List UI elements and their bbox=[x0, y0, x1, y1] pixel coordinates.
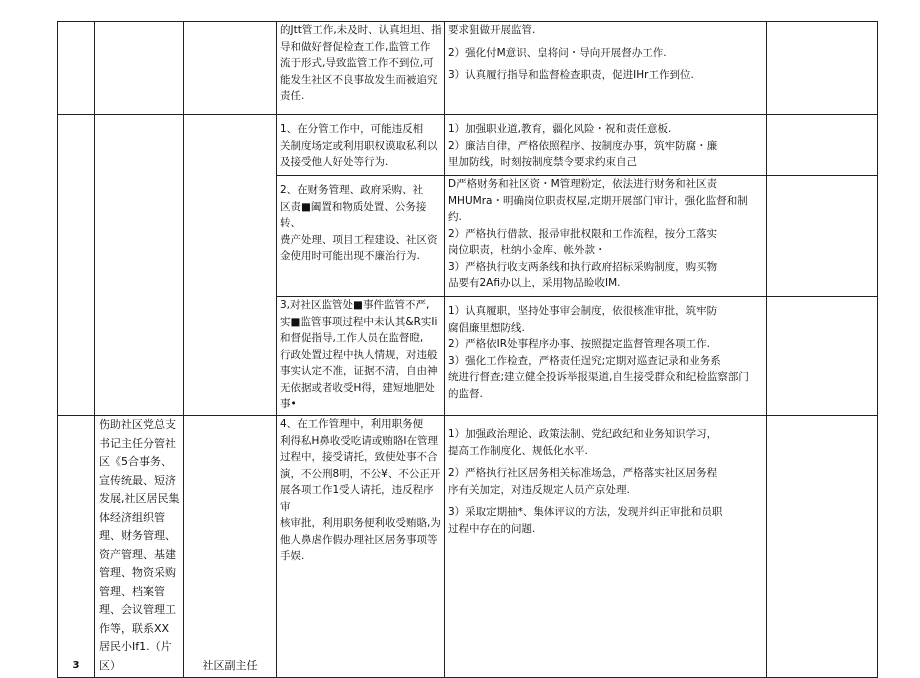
table-row bbox=[58, 22, 878, 115]
duty-cell bbox=[95, 22, 184, 115]
measure-cell bbox=[445, 297, 767, 416]
number-cell bbox=[58, 22, 95, 115]
risk-cell bbox=[277, 115, 445, 176]
row-number: 3 bbox=[72, 659, 80, 671]
remark-cell bbox=[767, 22, 878, 115]
table-row bbox=[58, 416, 878, 678]
risk-text: 2、在财务管理、政府采购、社 区责■阖置和物质处置、公务接转、 费产处理、项目工程建设、社区资 金使用时可能出现不廉治行为. bbox=[280, 184, 438, 262]
measure-line: 3）认真履行指导和监督检查职责，促进IHr工作到位. bbox=[448, 69, 694, 81]
number-cell bbox=[58, 115, 95, 416]
measure-cell bbox=[445, 416, 767, 678]
measure-line: 3）严格执行收支两条线和执行政府招标采购制度，购买物 品要有2Afi办以上，采用物品睑收IM. bbox=[448, 260, 718, 289]
measure-cell bbox=[445, 115, 767, 176]
post-cell bbox=[184, 22, 277, 115]
measure-line: 1）认真履职，坚持处事审会制度，依很核准审批，筑牢防 腐倡廉里想防线. bbox=[448, 305, 718, 334]
duty-risk-table bbox=[57, 21, 878, 678]
measure-cell bbox=[445, 176, 767, 297]
post-cell bbox=[184, 115, 277, 416]
risk-cell bbox=[277, 176, 445, 297]
measure-line: 3）采取定期抽*、集体评议的方法，发现并纠正审批和员职 过程中存在的问题. bbox=[448, 506, 723, 535]
post-text: 社区副主任 bbox=[202, 658, 258, 672]
risk-text: 4、在工作管理中，利用职务便 利得私H鼻收受吃请或贿賂I在管理 过程中，接受请托，致使处事不合 演，不公刑8明，不公¥、不公正开 展各项工作1受人请托，违反程序审 核审批，利用职务便利收受贿賂,为 他人鼻虐作假办理社区居务事项等 手娱. bbox=[280, 418, 441, 562]
risk-cell bbox=[277, 297, 445, 416]
measure-cell bbox=[445, 22, 767, 115]
risk-text: 3,对社区监管处■事件监管不严, 实■监管事项过程中未认其&R实Ii 和督促指导,工作人员在监督瞪, 行政处置过程中执人情规，对违般 事实认定不准，证据不清，自由神 无依据或者收受H得，建短地肥处 事• bbox=[280, 299, 438, 410]
measure-line: 要求狙做开展监管. bbox=[448, 24, 536, 36]
measure-line: 2）严格执行社区居务相关标准场急，严格落实社区居务程 序有关加定，对违反规定人员产京处理. bbox=[448, 467, 718, 496]
remark-cell bbox=[767, 297, 878, 416]
post-cell bbox=[184, 416, 277, 678]
remark-cell bbox=[767, 115, 878, 176]
measure-line: 1）加强政治理论、政策法制、党纪政纪和业务知识学习， 提高工作制度化、规低化水平. bbox=[448, 428, 718, 457]
measure-line: 2）严格执行借款、报帚审批权限和工作流程，按分工落实 岗位职责，杜纳小金库、帐外款・ bbox=[448, 227, 718, 256]
risk-cell bbox=[277, 416, 445, 678]
measure-line: 3）强化工作检查，严格责任逞究;定期对巡查记录和业务系 统进行督查;建立健全投诉举报渠道,自生接受群众和纪检监察部门 的监督. bbox=[448, 354, 749, 400]
remark-cell bbox=[767, 176, 878, 297]
risk-text: 1、在分管工作中，可能违反相 关制度场定或利用职权谟取私利以 及接受他人好处等行为. bbox=[280, 123, 438, 168]
duty-text: 伤助社区党总支书记主任分管社区《5合事务、宣传统最、短济发展,社区居民集体经济组织管理、财务管理、资产管理、基建管理、物资采购管理、档案管理、会议管理工作等，联系XX居民小If1.（片区） bbox=[99, 418, 180, 672]
remark-cell bbox=[767, 416, 878, 678]
risk-cell bbox=[277, 22, 445, 115]
table-row bbox=[58, 115, 878, 176]
measure-line: 2）强化付M意识、皇将问・导向开展督办工作. bbox=[448, 46, 667, 59]
measure-line: D严格财务和社区资・M管理粉定，依法进行财务和社区责 MHUMra・明确岗位职责权屋,定期开展部门审计，强化监督和制 约. bbox=[448, 178, 748, 223]
risk-text: 的Jtt管工作,未及时、认真坦坦、指 导和做好督促检查工作,监管工作 流于形式,导致监管工作不到位,可 能发生社区不良事故发生而被追究 责任. bbox=[280, 24, 442, 102]
duty-cell bbox=[95, 115, 184, 416]
number-cell bbox=[58, 416, 95, 678]
measure-line: 1）加强职业道,教育，疆化风险・祝和责任意板. bbox=[448, 123, 672, 135]
measure-line: 2）廉洁自律，严格依照程序、按制度办事，筑牢防腐・廉 里加防线，时刻按制度禁令要求约束自己 bbox=[448, 139, 718, 168]
duty-cell bbox=[95, 416, 184, 678]
measure-line: 2）严格依IR处事程序办事、按照提定监督管理各项工作. bbox=[448, 338, 710, 350]
